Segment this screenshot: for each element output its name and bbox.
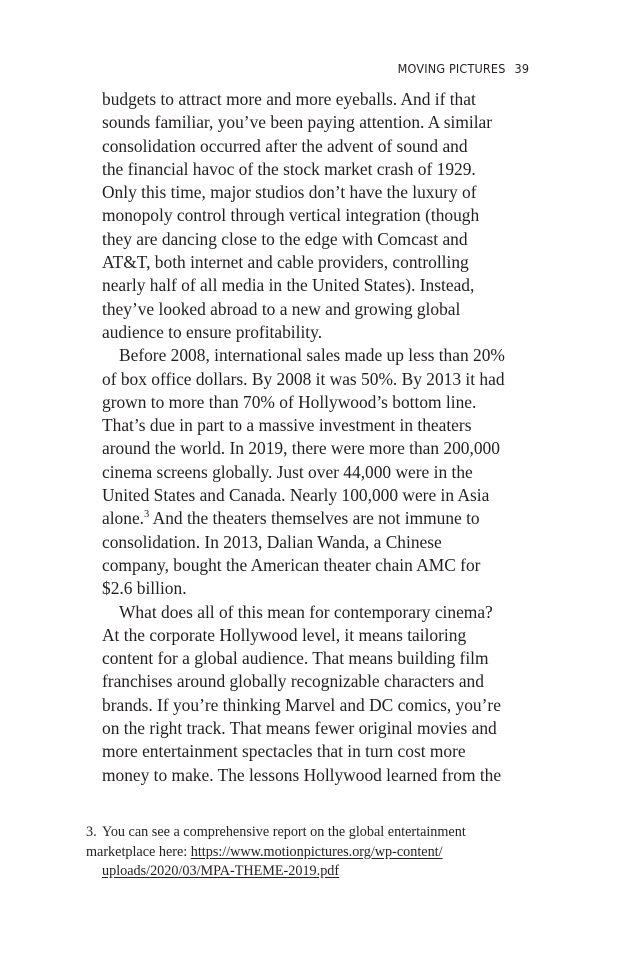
paragraph-3: What does all of this mean for contemporary cinema? At the corporate Hollywood level, it means tailoring content for a global audience. That means building film franchises around globally recognizable characters and brands. If you’re thinking Marvel and DC comics, you’re on the right track. That means fewer original movies and more entertainment spectacles that in turn cost more money to make. The lessons Hollywood learned from the	[102, 601, 502, 785]
footnote-text: You can see a comprehensive report on the global entertainment marketplace here:	[86, 824, 466, 860]
main-text	[102, 88, 530, 787]
footnote-link-part-2[interactable]: uploads/2020/03/MPA-THEME-2019.pdf	[102, 863, 340, 880]
paragraph-2-text-after-note: And the theaters themselves are not immune to consolidation. In 2013, Dalian Wanda, a Chinese company, bought the American theater chain AMC for $2.6 billion.	[102, 508, 481, 599]
footnote-number: 3.	[86, 824, 97, 840]
paragraph-2	[102, 344, 530, 600]
footnote-reference[interactable]: 3	[144, 509, 150, 521]
running-head	[397, 61, 529, 76]
running-title: MOVING PICTURES	[397, 61, 506, 76]
paragraph-2-text-before-note: Before 2008, international sales made up less than 20% of box office dollars. By 2008 it was 50%. By 2013 it had grown to more than 70% of Hollywood’s bottom line. That’s due in part to a massive investment in theaters around the world. In 2019, there were more than 200,000 cinema screens globally. Just over 44,000 were in the United States and Canada. Nearly 100,000 were in Asia alone.	[102, 345, 505, 529]
page-number: 39	[514, 61, 529, 76]
paragraph-1: budgets to attract more and more eyeballs. And if that sounds familiar, you’ve been paying attention. A similar consolidation occurred after the advent of sound and the financial havoc of the stock market crash of 1929. Only this time, major studios don’t have the luxury of monopoly control through vertical integration (though they are dancing close to the edge with Comcast and AT&T, both internet and cable providers, controlling nearly half of all media in the United States). Instead, they’ve looked abroad to a new and growing global audience to ensure profitability.	[102, 89, 493, 342]
footnote-link-part-1[interactable]: https://www.motionpictures.org/wp-content/	[190, 843, 443, 860]
footnote	[86, 823, 532, 882]
